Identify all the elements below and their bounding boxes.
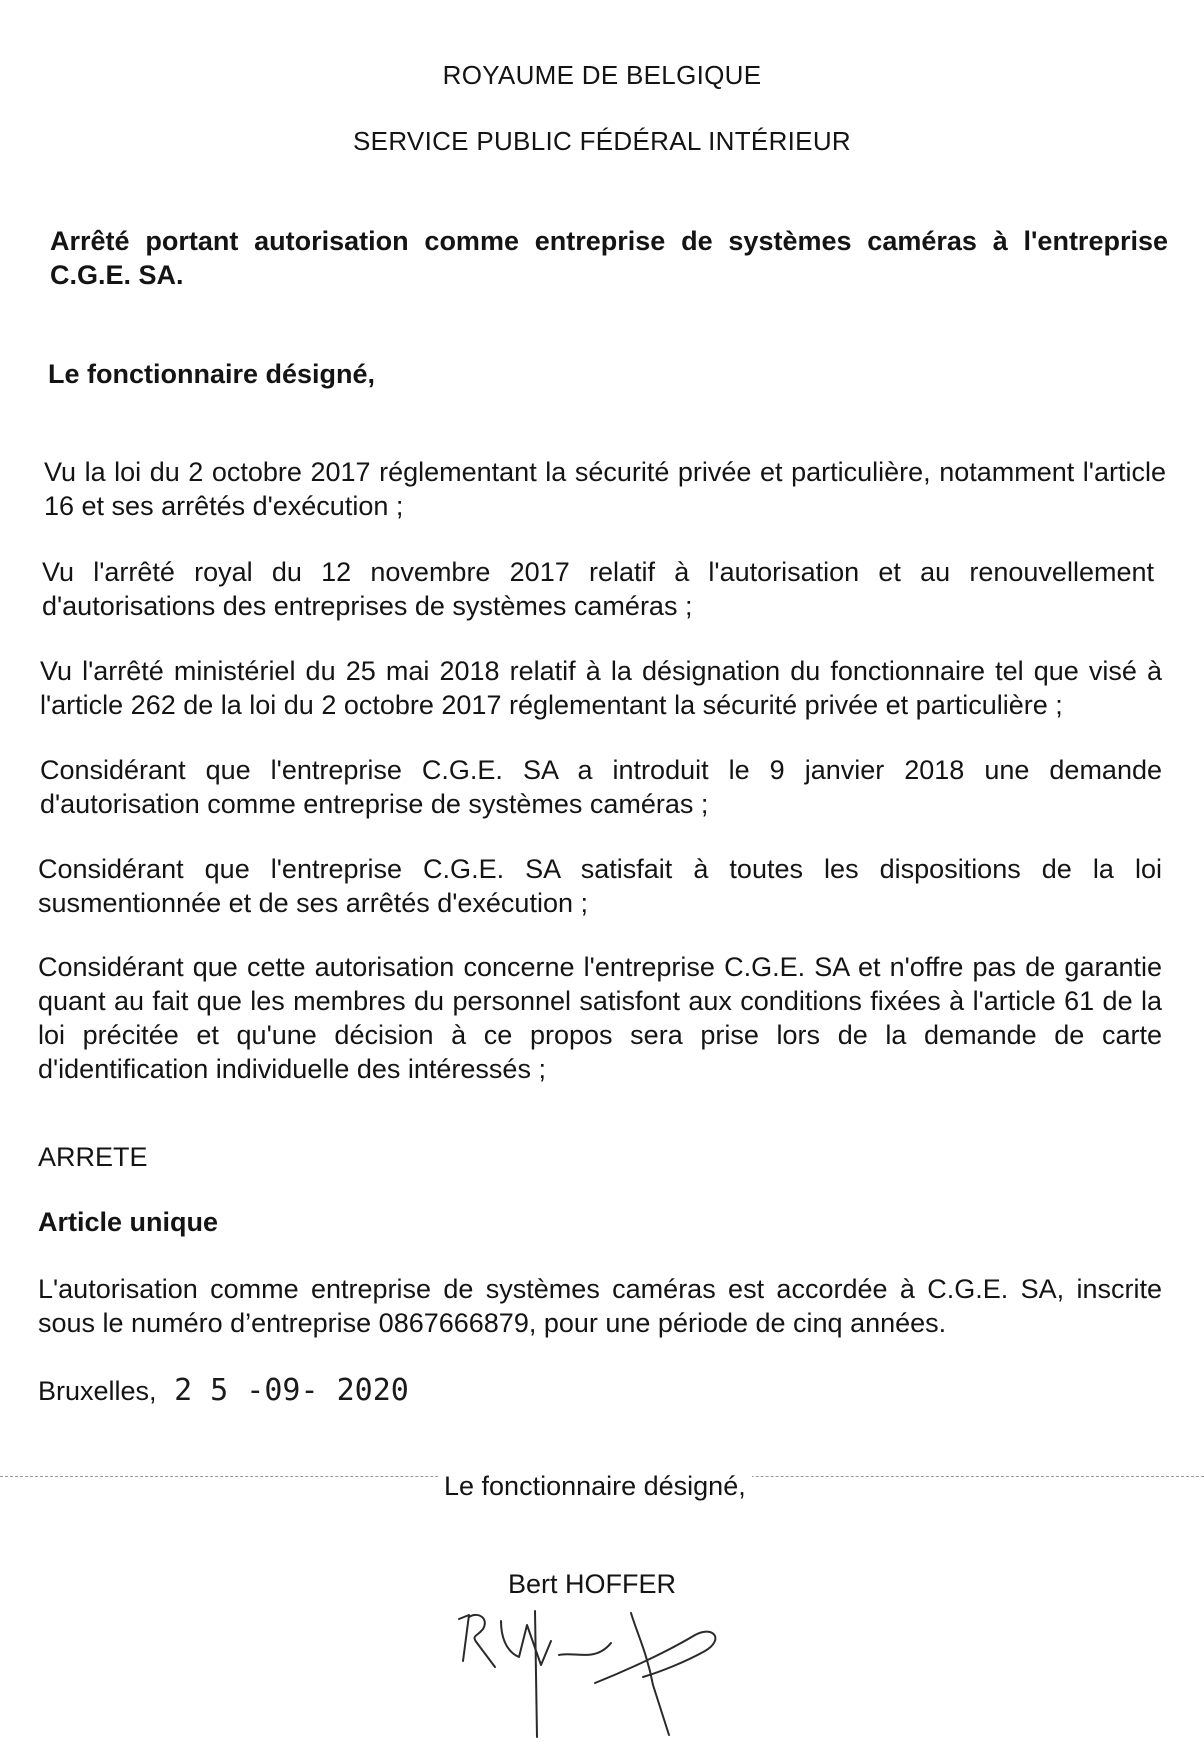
article-text: L'autorisation comme entreprise de systèmes caméras est accordée à C.G.E. SA, inscrite sous le numéro d’entreprise 0867666879, pour une période de cinq années. [38,1274,1162,1338]
header-country: ROYAUME DE BELGIQUE [442,60,762,90]
header-service: SERVICE PUBLIC FÉDÉRAL INTÉRIEUR [353,126,851,156]
official-intro: Le fonctionnaire désigné, [48,359,376,389]
recital-ministerial-decree: Vu l'arrêté ministériel du 25 mai 2018 relatif à la désignation du fonctionnaire tel que visé à l'article 262 de la loi du 2 octobre 2017 réglementant la sécurité privée et particulière ; [40,656,1162,720]
recital-compliance: Considérant que l'entreprise C.G.E. SA satisfait à toutes les dispositions de la loi susmentionnée et de ses arrêtés d'exécution ; [38,854,1162,918]
recital-personnel: Considérant que cette autorisation concerne l'entreprise C.G.E. SA et n'offre pas de garantie quant au fait que les membres du personnel satisfont aux conditions fixées à l'article 61 de la loi précitée et qu'une décision à ce propos sera prise lors de la demande de carte d'identification individuelle des intéressés ; [38,952,1162,1084]
document-title: Arrêté portant autorisation comme entreprise de systèmes caméras à l'entreprise C.G.E. SA. [50,226,1168,290]
recital-application: Considérant que l'entreprise C.G.E. SA a introduit le 9 janvier 2018 une demande d'autorisation comme entreprise de systèmes caméras ; [40,755,1162,819]
signatory-name: Bert HOFFER [508,1569,677,1599]
recital-royal-decree: Vu l'arrêté royal du 12 novembre 2017 relatif à l'autorisation et au renouvellement d'autorisations des entreprises de systèmes caméras ; [42,557,1154,621]
handwritten-date: 2 5 -09- 2020 [174,1373,409,1408]
handwritten-signature-icon [455,1605,735,1743]
date-line [38,1374,409,1408]
decree-label: ARRETE [38,1142,148,1172]
closing-official: Le fonctionnaire désigné, [438,1469,752,1503]
article-title: Article unique [38,1207,219,1237]
place-label: Bruxelles, [38,1376,157,1406]
recital-law: Vu la loi du 2 octobre 2017 réglementant la sécurité privée et particulière, notamment l'article 16 et ses arrêtés d'exécution ; [44,457,1166,521]
